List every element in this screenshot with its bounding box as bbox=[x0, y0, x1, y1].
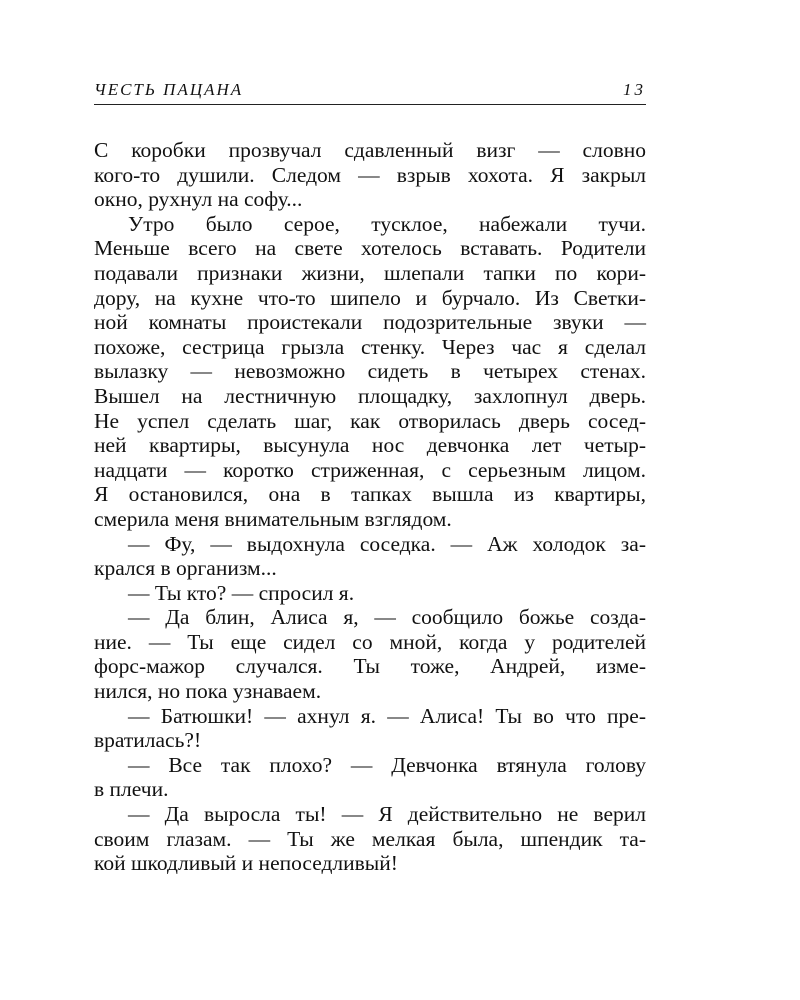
text-line: смерила меня внимательным взглядом. bbox=[94, 506, 452, 531]
text-line: вылазку — невозможно сидеть в четырех стенах. bbox=[94, 359, 646, 384]
text-line: Меньше всего на свете хотелось вставать. Родители bbox=[94, 236, 646, 261]
text-line: окно, рухнул на софу... bbox=[94, 187, 303, 212]
text-line: ной комнаты проистекали подозрительные звуки — bbox=[94, 310, 646, 335]
text-line: — Да блин, Алиса я, — сообщило божье созда- bbox=[128, 605, 646, 630]
text-line: кого-то душили. Следом — взрыв хохота. Я закрыл bbox=[94, 162, 646, 187]
text-line: — Все так плохо? — Девчонка втянула голову bbox=[128, 752, 646, 777]
text-line: в плечи. bbox=[94, 777, 169, 802]
running-header-title: ЧЕСТЬ ПАЦАНА bbox=[94, 80, 244, 99]
text-line: кой шкодливый и непоседливый! bbox=[94, 851, 398, 876]
text-line: С коробки прозвучал сдавленный визг — словно bbox=[94, 138, 646, 162]
text-line: крался в организм... bbox=[94, 556, 277, 581]
running-header bbox=[94, 78, 646, 105]
text-line: похоже, сестрица грызла стенку. Через час я сделал bbox=[94, 334, 646, 359]
text-line: — Да выросла ты! — Я действительно не верил bbox=[128, 802, 646, 827]
body-text bbox=[94, 138, 646, 876]
text-line: — Фу, — выдохнула соседка. — Аж холодок за- bbox=[128, 531, 646, 556]
book-page bbox=[94, 78, 646, 876]
text-line: Я остановился, она в тапках вышла из квартиры, bbox=[94, 482, 646, 507]
text-line: дору, на кухне что-то шипело и бурчало. Из Светки- bbox=[94, 285, 646, 310]
text-line: Утро было серое, тусклое, набежали тучи. bbox=[128, 211, 646, 236]
text-line: Вышел на лестничную площадку, захлопнул дверь. bbox=[94, 383, 646, 408]
text-line: нился, но пока узнаваем. bbox=[94, 679, 322, 704]
text-line: — Ты кто? — спросил я. bbox=[128, 580, 355, 605]
text-line: Не успел сделать шаг, как отворилась дверь сосед- bbox=[94, 408, 646, 433]
text-line: подавали признаки жизни, шлепали тапки по кори- bbox=[94, 260, 646, 285]
text-line: — Батюшки! — ахнул я. — Алиса! Ты во что пре- bbox=[128, 703, 646, 728]
text-line: ней квартиры, высунула нос девчонка лет четыр- bbox=[94, 433, 646, 458]
text-line: своим глазам. — Ты же мелкая была, шпендик та- bbox=[94, 826, 646, 851]
text-line: вратилась?! bbox=[94, 728, 202, 753]
page-number: 13 bbox=[623, 80, 646, 99]
text-line: ние. — Ты еще сидел со мной, когда у родителей bbox=[94, 629, 646, 654]
text-line: форс-мажор случался. Ты тоже, Андрей, изме- bbox=[94, 654, 646, 679]
text-line: надцати — коротко стриженная, с серьезным лицом. bbox=[94, 457, 646, 482]
